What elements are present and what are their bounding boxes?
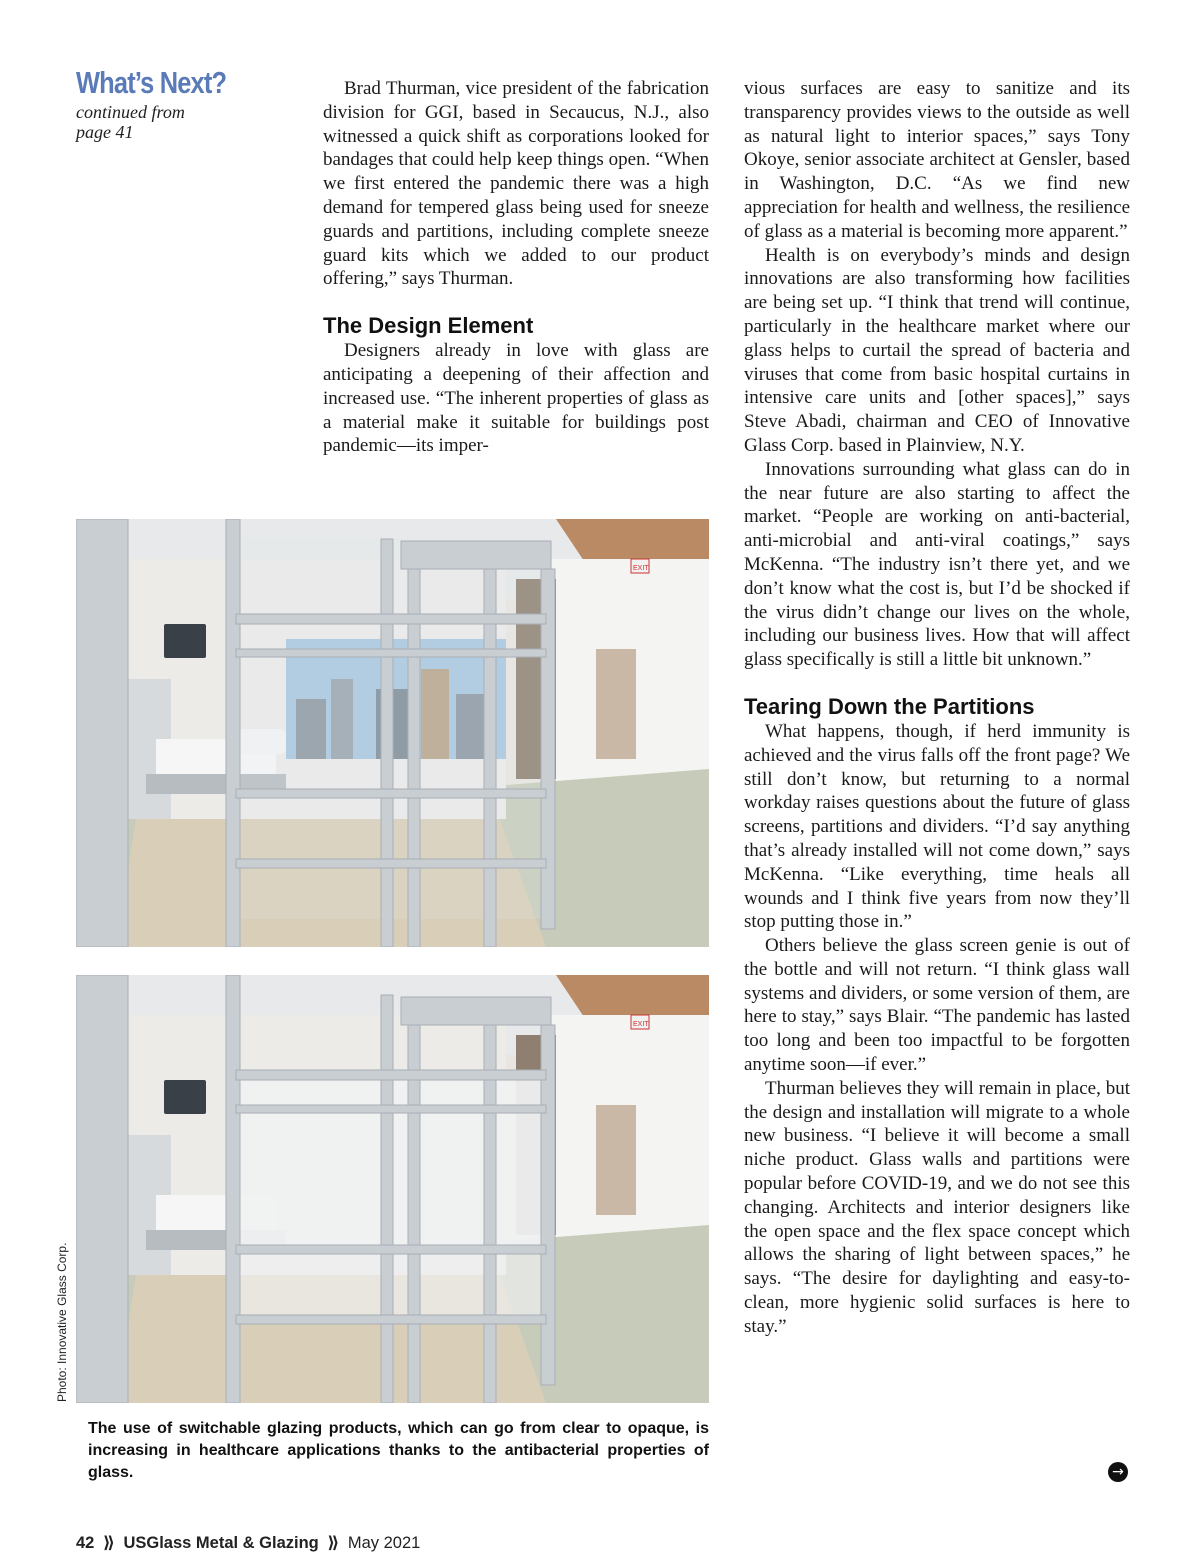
exit-sign-bottom: EXIT: [633, 1021, 649, 1028]
magazine-name: USGlass Metal & Glazing: [123, 1534, 319, 1552]
continue-arrow-icon: →: [1108, 1462, 1128, 1482]
paragraph: vious surfaces are easy to sanitize and its transparency provides views to the outside as well as natural light to interior spaces,” says Tony Okoye, senior associate architect at Gensler, based in Washington, D.C. “As we find new appreciation for health and wellness, the resilience of glass as a material is becoming more apparent.”: [744, 78, 1130, 242]
exit-sign-top: EXIT: [633, 565, 649, 572]
paragraph: Thurman believes they will remain in place, but the design and installation will migrate to a whole new business. “I believe it will become a small niche product. Glass walls and partitions were popular before COVID-19, and we do not see this changing. Architects and interior designers like the open space and the flex space concept which allows the sharing of light between spaces,” he says. “The desire for daylighting and easy-to-clean, more hygienic solid surfaces is here to stay.”: [744, 1077, 1130, 1337]
photo-opaque-glass-room: [76, 975, 709, 1403]
paragraph: Others believe the glass screen genie is out of the bottle and will not return. “I think glass wall systems and dividers, or some version of them, are here to stay,” says Blair. “The pandemic has lasted too long and been too impactful to be forgotten anytime soon—if ever.”: [744, 935, 1130, 1076]
page-number: 42: [76, 1534, 95, 1552]
paragraph: Innovations surrounding what glass can do in the near future are also starting to affect the market. “People are working on anti-bacterial, anti-microbial and anti-viral coatings,” says McKenna. “The industry isn’t there yet, and we don’t know what the cost is, but I’d be shocked if the virus didn’t change our lives on the whole, including our business lives. How that will affect glass specifically is still a little bit unknown.”: [744, 458, 1130, 671]
paragraph: Designers already in love with glass are anticipating a deepening of their affection and increased use. “The inherent properties of glass as a material make it suitable for buildings post pandemic—its imper-: [323, 340, 709, 457]
paragraph: Brad Thurman, vice president of the fabrication division for GGI, based in Secaucus, N.J., also witnessed a quick shift as corporations looked for bandages that could help keep things open. “When we first entered the pandemic there was a high demand for tempered glass being used for sneeze guards and partitions, including complete sneeze guard kits which we added to our product offering,” says Thurman.: [323, 78, 709, 290]
subhead-tearing-down: Tearing Down the Partitions: [744, 693, 1035, 719]
photo-credit: Photo: Innovative Glass Corp.: [55, 1242, 69, 1402]
article-column-right: [744, 77, 1130, 1487]
paragraph: Health is on everybody’s minds and design innovations are also transforming how facilities are being set up. “I think that trend will continue, particularly in the healthcare market where our glass helps to curtail the spread of bacteria and viruses that come from basic hospital curtains in intensive care units and [other spaces],” says Steve Abadi, chairman and CEO of Innovative Glass Corp. based in Plainview, N.Y.: [744, 244, 1130, 456]
kicker-title: What’s Next?: [76, 65, 227, 100]
subhead-design-element: The Design Element: [323, 313, 534, 339]
section-kicker: [76, 64, 276, 142]
separator-icon: ⟫: [102, 1534, 115, 1552]
paragraph: What happens, though, if herd immunity is achieved and the virus falls off the front page? We still don’t know, but returning to a normal workday raises questions about the future of glass screens, partitions and dividers. “I’d say anything that’s already installed will not come down,” says McKenna. “Like everything, time heals all wounds and I think five years from now they’ll stop putting those in.”: [744, 720, 1130, 933]
photo-clear-glass-room: [76, 519, 709, 947]
continued-from: continued from page 41: [76, 102, 185, 142]
issue-date: May 2021: [347, 1534, 421, 1552]
article-column-middle: [323, 77, 709, 458]
photo-caption: The use of switchable glazing products, which can go from clear to opaque, is increasing in healthcare applications thanks to the antibacterial properties of glass.: [88, 1420, 709, 1481]
separator-icon: ⟫: [327, 1534, 340, 1552]
page-footer: [76, 1533, 420, 1553]
